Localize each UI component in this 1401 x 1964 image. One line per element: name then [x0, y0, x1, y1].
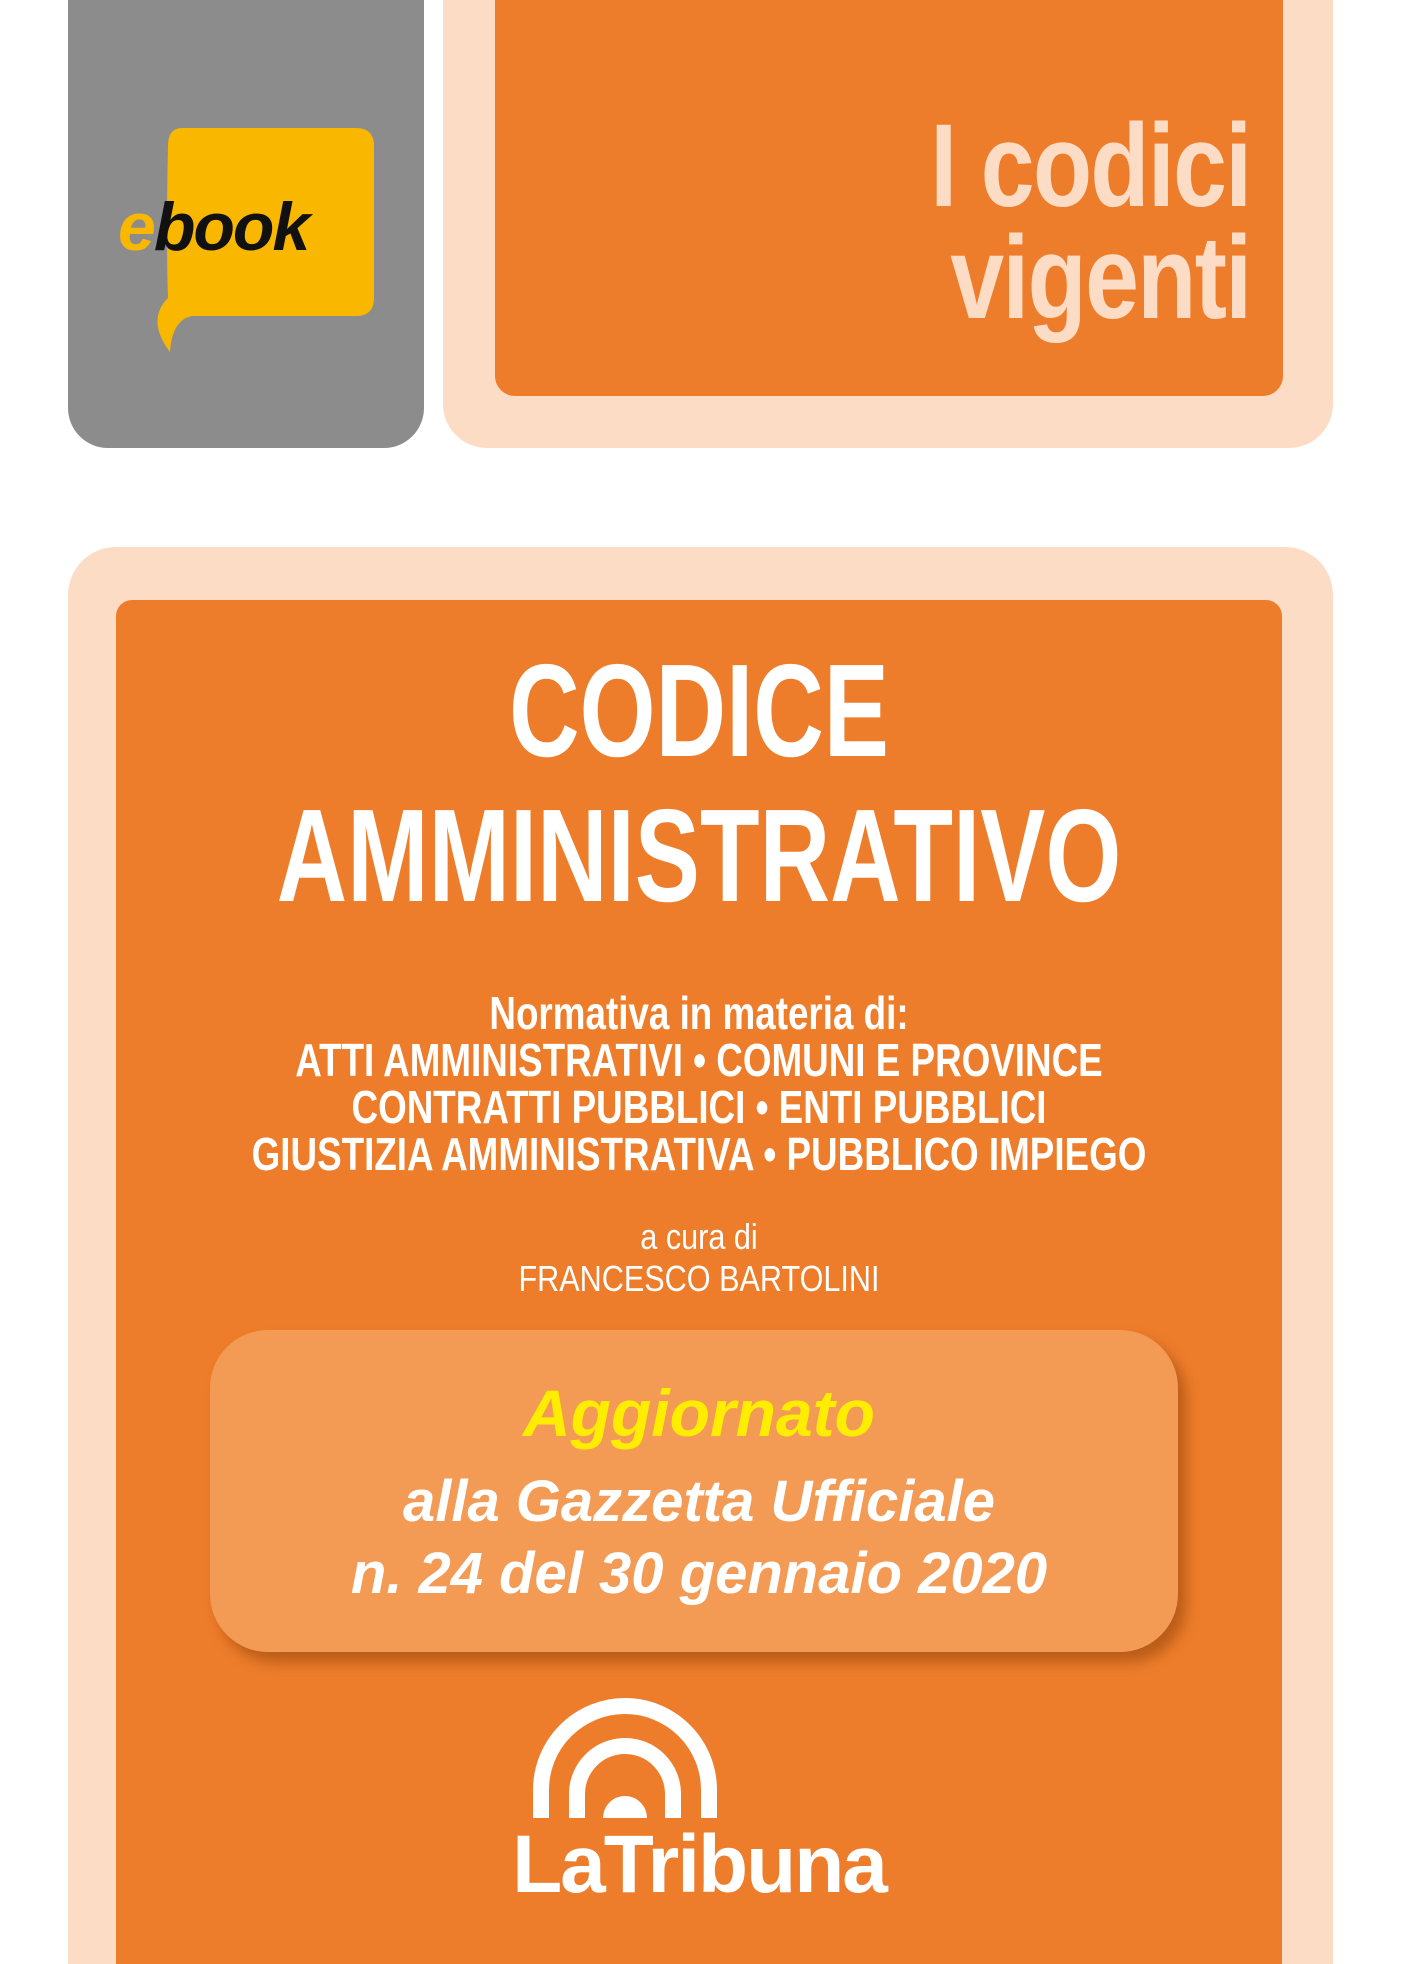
series-title-line1: I codici [930, 100, 1251, 232]
subjects-line3: GIUSTIZIA AMMINISTRATIVA • PUBBLICO IMPIEGO [251, 1128, 1147, 1180]
publisher-name: LaTribuna [512, 1819, 886, 1910]
ebook-label [118, 188, 308, 266]
subjects-line1: ATTI AMMINISTRATIVI • COMUNI E PROVINCE [295, 1034, 1103, 1086]
curator-name: FRANCESCO BARTOLINI [518, 1258, 880, 1299]
book-title-line1: CODICE [509, 637, 889, 784]
update-line2: n. 24 del 30 gennaio 2020 [350, 1541, 1048, 1606]
curator-label: a cura di [640, 1216, 758, 1257]
update-label: Aggiornato [523, 1376, 875, 1450]
series-title-line2: vigenti [950, 212, 1251, 344]
book-title-line2: AMMINISTRATIVO [276, 782, 1122, 929]
series-title [930, 100, 1251, 344]
subjects-line2: CONTRATTI PUBBLICI • ENTI PUBBLICI [351, 1081, 1047, 1133]
subjects-intro: Normativa in materia di: [489, 987, 909, 1039]
ebook-e: e [118, 189, 154, 265]
arcs-logo-icon [525, 1690, 725, 1818]
ebook-book: book [153, 189, 309, 265]
update-line1: alla Gazzetta Ufficiale [402, 1469, 996, 1534]
